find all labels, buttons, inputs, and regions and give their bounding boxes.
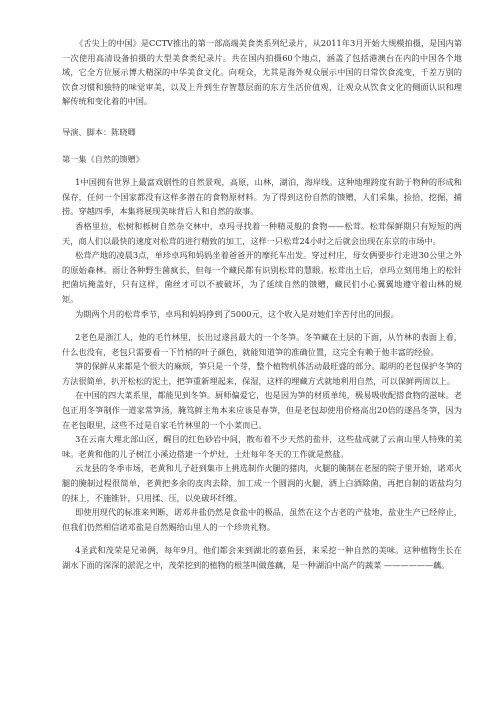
spacer — [62, 166, 462, 175]
body-paragraph-10: 即使用现代的标准来判断，诺邓井盐仍然是食盐中的极品，虽然在这个古老的产盐地，盐业生产已经停止，但我们仍然相信诺邓盐是自然赐给山里人的一个珍贵礼物。 — [62, 507, 462, 532]
body-paragraph-3: 松茸产地的凌晨3点，单珍卓玛和妈妈坐着爸爸开的摩托车出发。穿过村庄，母女俩要步行走进30公里之外的原始森林。雨让各种野生菌疯长，但每一个藏民都有识别松茸的慧眼。松茸出土后，卓玛立刻用地上的松针把菌坑掩盖好，只有这样，菌丝才可以不被破坏，为了延续自然的馈赠，藏民们小心翼翼地遵守着山林的规矩。 — [62, 250, 462, 304]
body-paragraph-4: 为期两个月的松茸季节，卓玛和妈妈挣到了5000元，这个收入是对她们辛苦付出的回报。 — [75, 308, 399, 319]
intro-paragraph: 《舌尖上的中国》是CCTV推出的第一部高端美食类系列纪录片，从2011年3月开始大规模拍摄，是国内第一次使用高清设备拍摄的大型美食类纪录片。共在国内拍摄60个地点，涵盖了包括港澳台在内的中国各个地域，它全方位展示博大精深的中华美食文化。向观众，尤其是海外观众展示中国的日常饮食流变，千差万别的饮食习惯和独特的味觉审美，以及上升到生存智慧层面的东方生活价值观，让观众从饮食文化的侧面认识和理解传统和变化着的中国。 — [62, 38, 462, 107]
body-paragraph-1: 1中国拥有世界上最富戏剧性的自然景观，高原，山林，湖泊，海岸线。这种地理跨度有助于物种的形成和保存，任何一个国家都没有这样多潜在的食物原材料。为了得到这份自然的馈赠，人们采集，捡拾，挖掘，捕捞。穿越四季，本集将展现美味背后人和自然的故事。 — [62, 177, 462, 217]
body-paragraph-8: 3在云南大理北部山区，醒目的红色砂岩中间，散布着不少天然的盐井，这些盐成就了云南山里人特殊的美味。老黄和他的儿子树江小溪边搭建一个炉灶，土灶每年冬天的工作就是熬盐。 — [62, 434, 462, 459]
spacer — [62, 109, 462, 125]
body-paragraph-2: 香格里拉，松树和栎树自然杂交林中，卓玛寻找着一种精灵般的食物——松茸。松茸保鲜期只有短短的两天，商人们以最快的速度对松茸的进行精致的加工，这样一只松茸24小时之后就会出现在东京的市场中。 — [62, 220, 462, 246]
spacer — [62, 140, 462, 152]
spacer — [62, 321, 462, 330]
spacer — [62, 534, 462, 543]
body-paragraph-6: 笋的保鲜从来都是个很大的麻烦，笋只是一个芽，整个植物机体活动最旺盛的部分。聪明的老包保护冬笋的方法很简单，扒开松松的泥土，把笋重新埋起来，保湿，这样的埋藏方式就地利用自然，可以保鲜两周以上。 — [62, 361, 462, 386]
body-paragraph-9: 云龙县的冬季市场，老黄和儿子赶到集市上挑选制作火腿的猪肉，火腿的腌制在老屋的院子里开始，诺邓火腿的腌制过程很简单，老黄把多余的皮肉去除，加工成一个圆润的火腿，洒上白酒除菌，再把自制的诺盐均匀的抹上，不施锥针，只用揉、压，以免破坏纤维。 — [62, 463, 462, 503]
body-paragraph-11: 4圣武和茂荣是兄弟俩，每年9月，他们都会来到湖北的嘉鱼县，来采挖一种自然的美味。这种植物生长在湖水下面的深深的淤泥之中，茂荣挖到的植物的根茎叫做莲藕，是一种湖泊中高产的蔬菜 ——————藕。 — [62, 545, 462, 570]
credits-line: 导演、脚本：陈晓卿 — [62, 126, 136, 137]
body-paragraph-5: 2老色是浙江人，他的毛竹林里，长出过遂昌最大的一个冬笋。冬笋藏在土层的下面，从竹林的表面上看，什么也没有，老包只需要看一下竹梢的叶子颜色，就能知道笋的准确位置，这完全有赖于他丰富的经验。 — [62, 332, 462, 357]
episode-title: 第一集《自然的馈赠》 — [62, 153, 144, 164]
body-paragraph-7: 在中国的四大菜系里，都能见到冬笋。厨师偏爱它，也是因为笋的材质单纯，极易吸收配搭食物的滋味。老包正用冬笋制作一道家常笋汤，腌笃鲜主角本来应该是春笋，但是老包却使用价格高出20倍的遂昌冬笋，因为在老包眼里，这些不过是自家毛竹林里的一个小菜而已。 — [62, 390, 462, 430]
